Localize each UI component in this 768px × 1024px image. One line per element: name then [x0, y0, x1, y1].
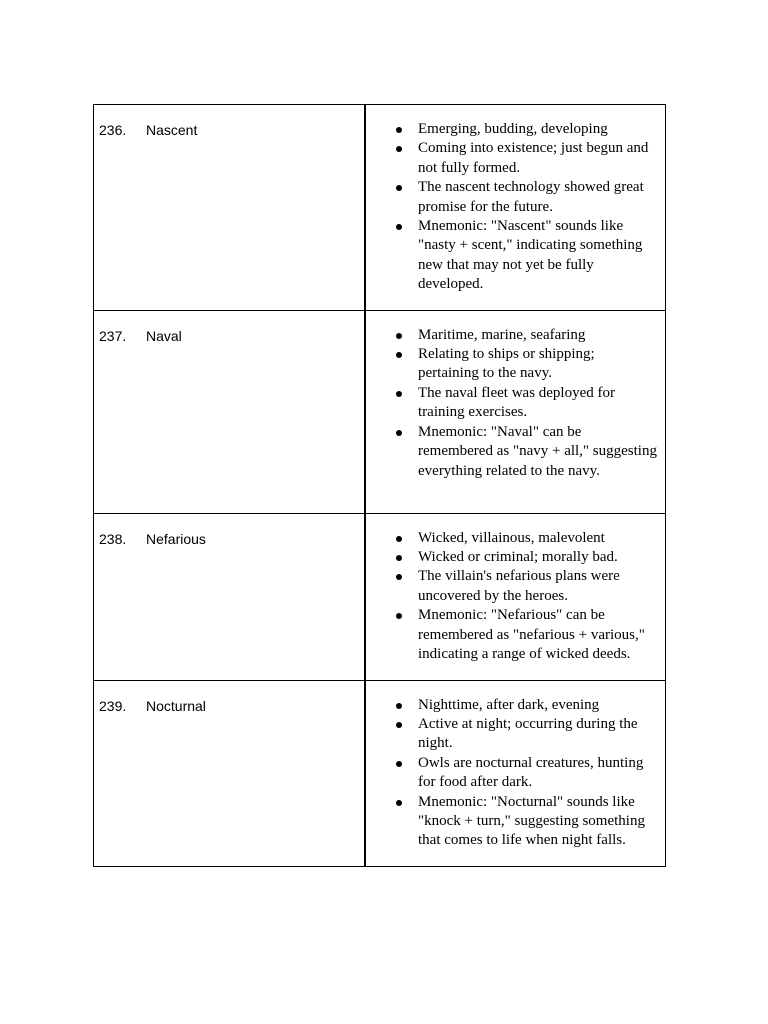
mnemonic-text: Mnemonic: "Nocturnal" sounds like "knock + turn," suggesting something that comes to life when night falls. [418, 793, 645, 849]
list-item [366, 606, 665, 664]
definition-list [366, 105, 665, 310]
bullet-icon [396, 761, 402, 767]
example-text: The nascent technology showed great promise for the future. [418, 179, 644, 215]
definition-text: Coming into existence; just begun and not fully formed. [418, 140, 649, 176]
bullet-icon [396, 430, 402, 436]
list-item [366, 384, 665, 423]
definition-text: Wicked or criminal; morally bad. [418, 549, 618, 566]
bullet-icon [396, 146, 402, 152]
bullet-icon [396, 536, 402, 542]
list-item [366, 715, 665, 754]
term-cell [94, 310, 366, 513]
list-item [366, 548, 665, 567]
list-item [366, 120, 665, 139]
synonyms-text: Maritime, marine, seafaring [418, 326, 586, 343]
term-number: 238. [99, 530, 127, 547]
definition-list [366, 514, 665, 680]
bullet-icon [396, 613, 402, 619]
definition-cell [365, 513, 666, 680]
term-word: Nascent [146, 122, 198, 138]
term-cell [94, 680, 366, 866]
example-text: The naval fleet was deployed for training exercises. [418, 384, 615, 421]
bullet-icon [396, 391, 402, 397]
table-row [94, 513, 666, 680]
definition-text: Active at night; occurring during the night. [418, 715, 638, 752]
term-number: 239. [99, 697, 127, 714]
bullet-icon [396, 352, 402, 358]
list-item [366, 326, 665, 345]
table-row [94, 105, 666, 311]
definition-cell [365, 680, 666, 866]
definition-text: Relating to ships or shipping; pertaining to the navy. [418, 346, 595, 382]
table-row [94, 310, 666, 513]
definition-list [366, 311, 665, 496]
list-item [366, 217, 665, 295]
definition-list [366, 681, 665, 866]
bullet-icon [396, 703, 402, 709]
list-item [366, 345, 665, 384]
list-item [366, 423, 665, 481]
bullet-icon [396, 333, 402, 339]
list-item [366, 793, 665, 851]
list-item [366, 754, 665, 793]
definition-cell [365, 105, 666, 311]
term-word: Nocturnal [146, 697, 206, 714]
mnemonic-text: Mnemonic: "Naval" can be remembered as "navy + all," suggesting everything related to the navy. [418, 423, 657, 479]
term-cell [94, 513, 366, 680]
definition-cell [365, 310, 666, 513]
term-word: Naval [146, 327, 182, 344]
table-row [94, 680, 666, 866]
bullet-icon [396, 800, 402, 806]
term-word: Nefarious [146, 530, 206, 547]
bullet-icon [396, 574, 402, 580]
bullet-icon [396, 224, 402, 230]
example-text: Owls are nocturnal creatures, hunting for food after dark. [418, 754, 644, 791]
term-cell [94, 105, 366, 311]
list-item [366, 696, 665, 715]
list-item [366, 567, 665, 606]
mnemonic-text: Mnemonic: "Nascent" sounds like "nasty + scent," indicating something new that may not yet be fully developed. [418, 218, 643, 293]
synonyms-text: Nighttime, after dark, evening [418, 696, 600, 713]
term-number: 237. [99, 327, 127, 344]
list-item [366, 178, 665, 217]
bullet-icon [396, 555, 402, 561]
vocabulary-table [93, 104, 666, 867]
bullet-icon [396, 722, 402, 728]
synonyms-text: Wicked, villainous, malevolent [418, 529, 605, 546]
mnemonic-text: Mnemonic: "Nefarious" can be remembered as "nefarious + various," indicating a range of wicked deeds. [418, 607, 645, 663]
example-text: The villain's nefarious plans were uncovered by the heroes. [418, 568, 620, 604]
bullet-icon [396, 185, 402, 191]
synonyms-text: Emerging, budding, developing [418, 121, 608, 137]
list-item [366, 139, 665, 178]
list-item [366, 529, 665, 548]
bullet-icon [396, 127, 402, 133]
term-number: 236. [99, 122, 127, 138]
